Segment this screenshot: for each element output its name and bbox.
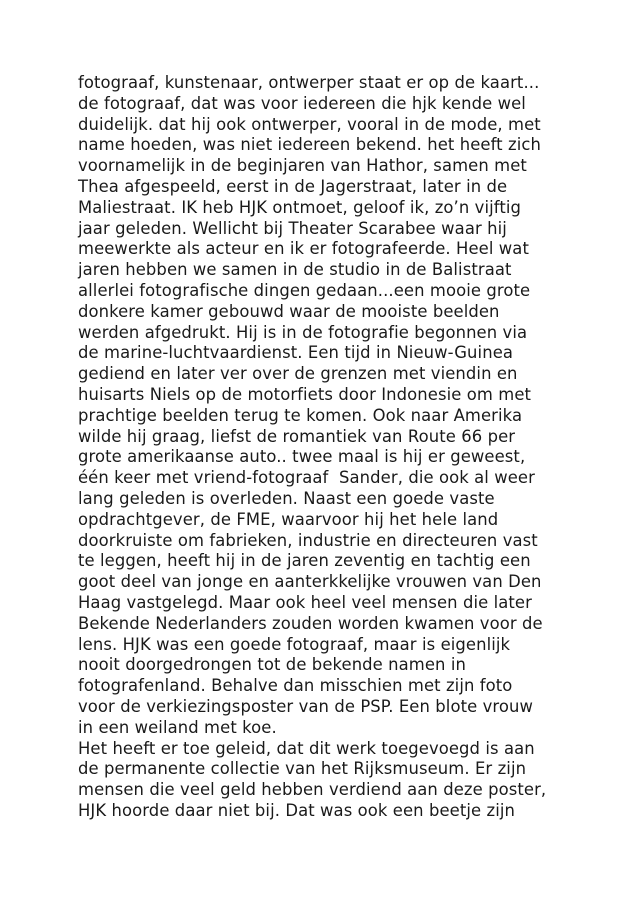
text-line: Maliestraat. IK heb HJK ontmoet, geloof ik, zo’n vijftig <box>78 197 522 217</box>
text-block <box>78 73 618 822</box>
text-line: één keer met vriend-fotograaf Sander, die ook al weer <box>78 468 535 488</box>
text-line: Thea afgespeeld, eerst in de Jagerstraat, later in de <box>78 176 508 196</box>
text-line: fotograaf, kunstenaar, ontwerper staat er op de kaart... <box>78 73 540 92</box>
text-line: Bekende Nederlanders zouden worden kwamen voor de <box>78 613 543 633</box>
text-line: allerlei fotografische dingen gedaan...een mooie grote <box>78 280 531 300</box>
paragraph-2 <box>78 739 618 822</box>
text-line: werden afgedrukt. Hij is in de fotografie begonnen via <box>78 322 528 342</box>
text-line: voor de verkiezingsposter van de PSP. Een blote vrouw <box>78 696 533 716</box>
text-line: in een weiland met koe. <box>78 717 277 737</box>
text-line: nooit doorgedrongen tot de bekende namen in <box>78 655 466 675</box>
text-line: meewerkte als acteur en ik er fotografeerde. Heel wat <box>78 239 529 259</box>
text-line: grote amerikaanse auto.. twee maal is hij er geweest, <box>78 447 526 467</box>
paragraph-1 <box>78 73 618 739</box>
text-line: jaren hebben we samen in de studio in de Balistraat <box>78 260 512 280</box>
text-line: te leggen, heeft hij in de jaren zeventig en tachtig een <box>78 551 531 571</box>
text-line: prachtige beelden terug te komen. Ook naar Amerika <box>78 405 523 425</box>
text-line: de fotograaf, dat was voor iedereen die hjk kende wel <box>78 93 526 113</box>
text-line: opdrachtgever, de FME, waarvoor hij het hele land <box>78 509 499 529</box>
text-line: name hoeden, was niet iedereen bekend. het heeft zich <box>78 135 541 155</box>
text-line: fotografenland. Behalve dan misschien met zijn foto <box>78 676 513 696</box>
text-line: HJK hoorde daar niet bij. Dat was ook een beetje zijn <box>78 800 516 820</box>
text-line: voornamelijk in de beginjaren van Hathor, samen met <box>78 156 527 176</box>
text-line: lens. HJK was een goede fotograaf, maar is eigenlijk <box>78 634 511 654</box>
text-line: Haag vastgelegd. Maar ook heel veel mensen die later <box>78 592 532 612</box>
text-line: Het heeft er toe geleid, dat dit werk toegevoegd is aan <box>78 738 535 758</box>
text-line: huisarts Niels op de motorfiets door Indonesie om met <box>78 384 532 404</box>
text-line: lang geleden is overleden. Naast een goede vaste <box>78 488 495 508</box>
text-line: wilde hij graag, liefst de romantiek van Route 66 per <box>78 426 516 446</box>
text-line: mensen die veel geld hebben verdiend aan deze poster, <box>78 780 547 800</box>
text-line: de marine-luchtvaardienst. Een tijd in Nieuw-Guinea <box>78 343 514 363</box>
text-line: donkere kamer gebouwd waar de mooiste beelden <box>78 301 500 321</box>
text-line: duidelijk. dat hij ook ontwerper, vooral in de mode, met <box>78 114 541 134</box>
text-line: jaar geleden. Wellicht bij Theater Scarabee waar hij <box>78 218 507 238</box>
text-line: doorkruiste om fabrieken, industrie en directeuren vast <box>78 530 538 550</box>
text-line: goot deel van jonge en aanterkkelijke vrouwen van Den <box>78 572 542 592</box>
text-line: gediend en later ver over de grenzen met viendin en <box>78 364 518 384</box>
text-line: de permanente collectie van het Rijksmuseum. Er zijn <box>78 759 527 779</box>
